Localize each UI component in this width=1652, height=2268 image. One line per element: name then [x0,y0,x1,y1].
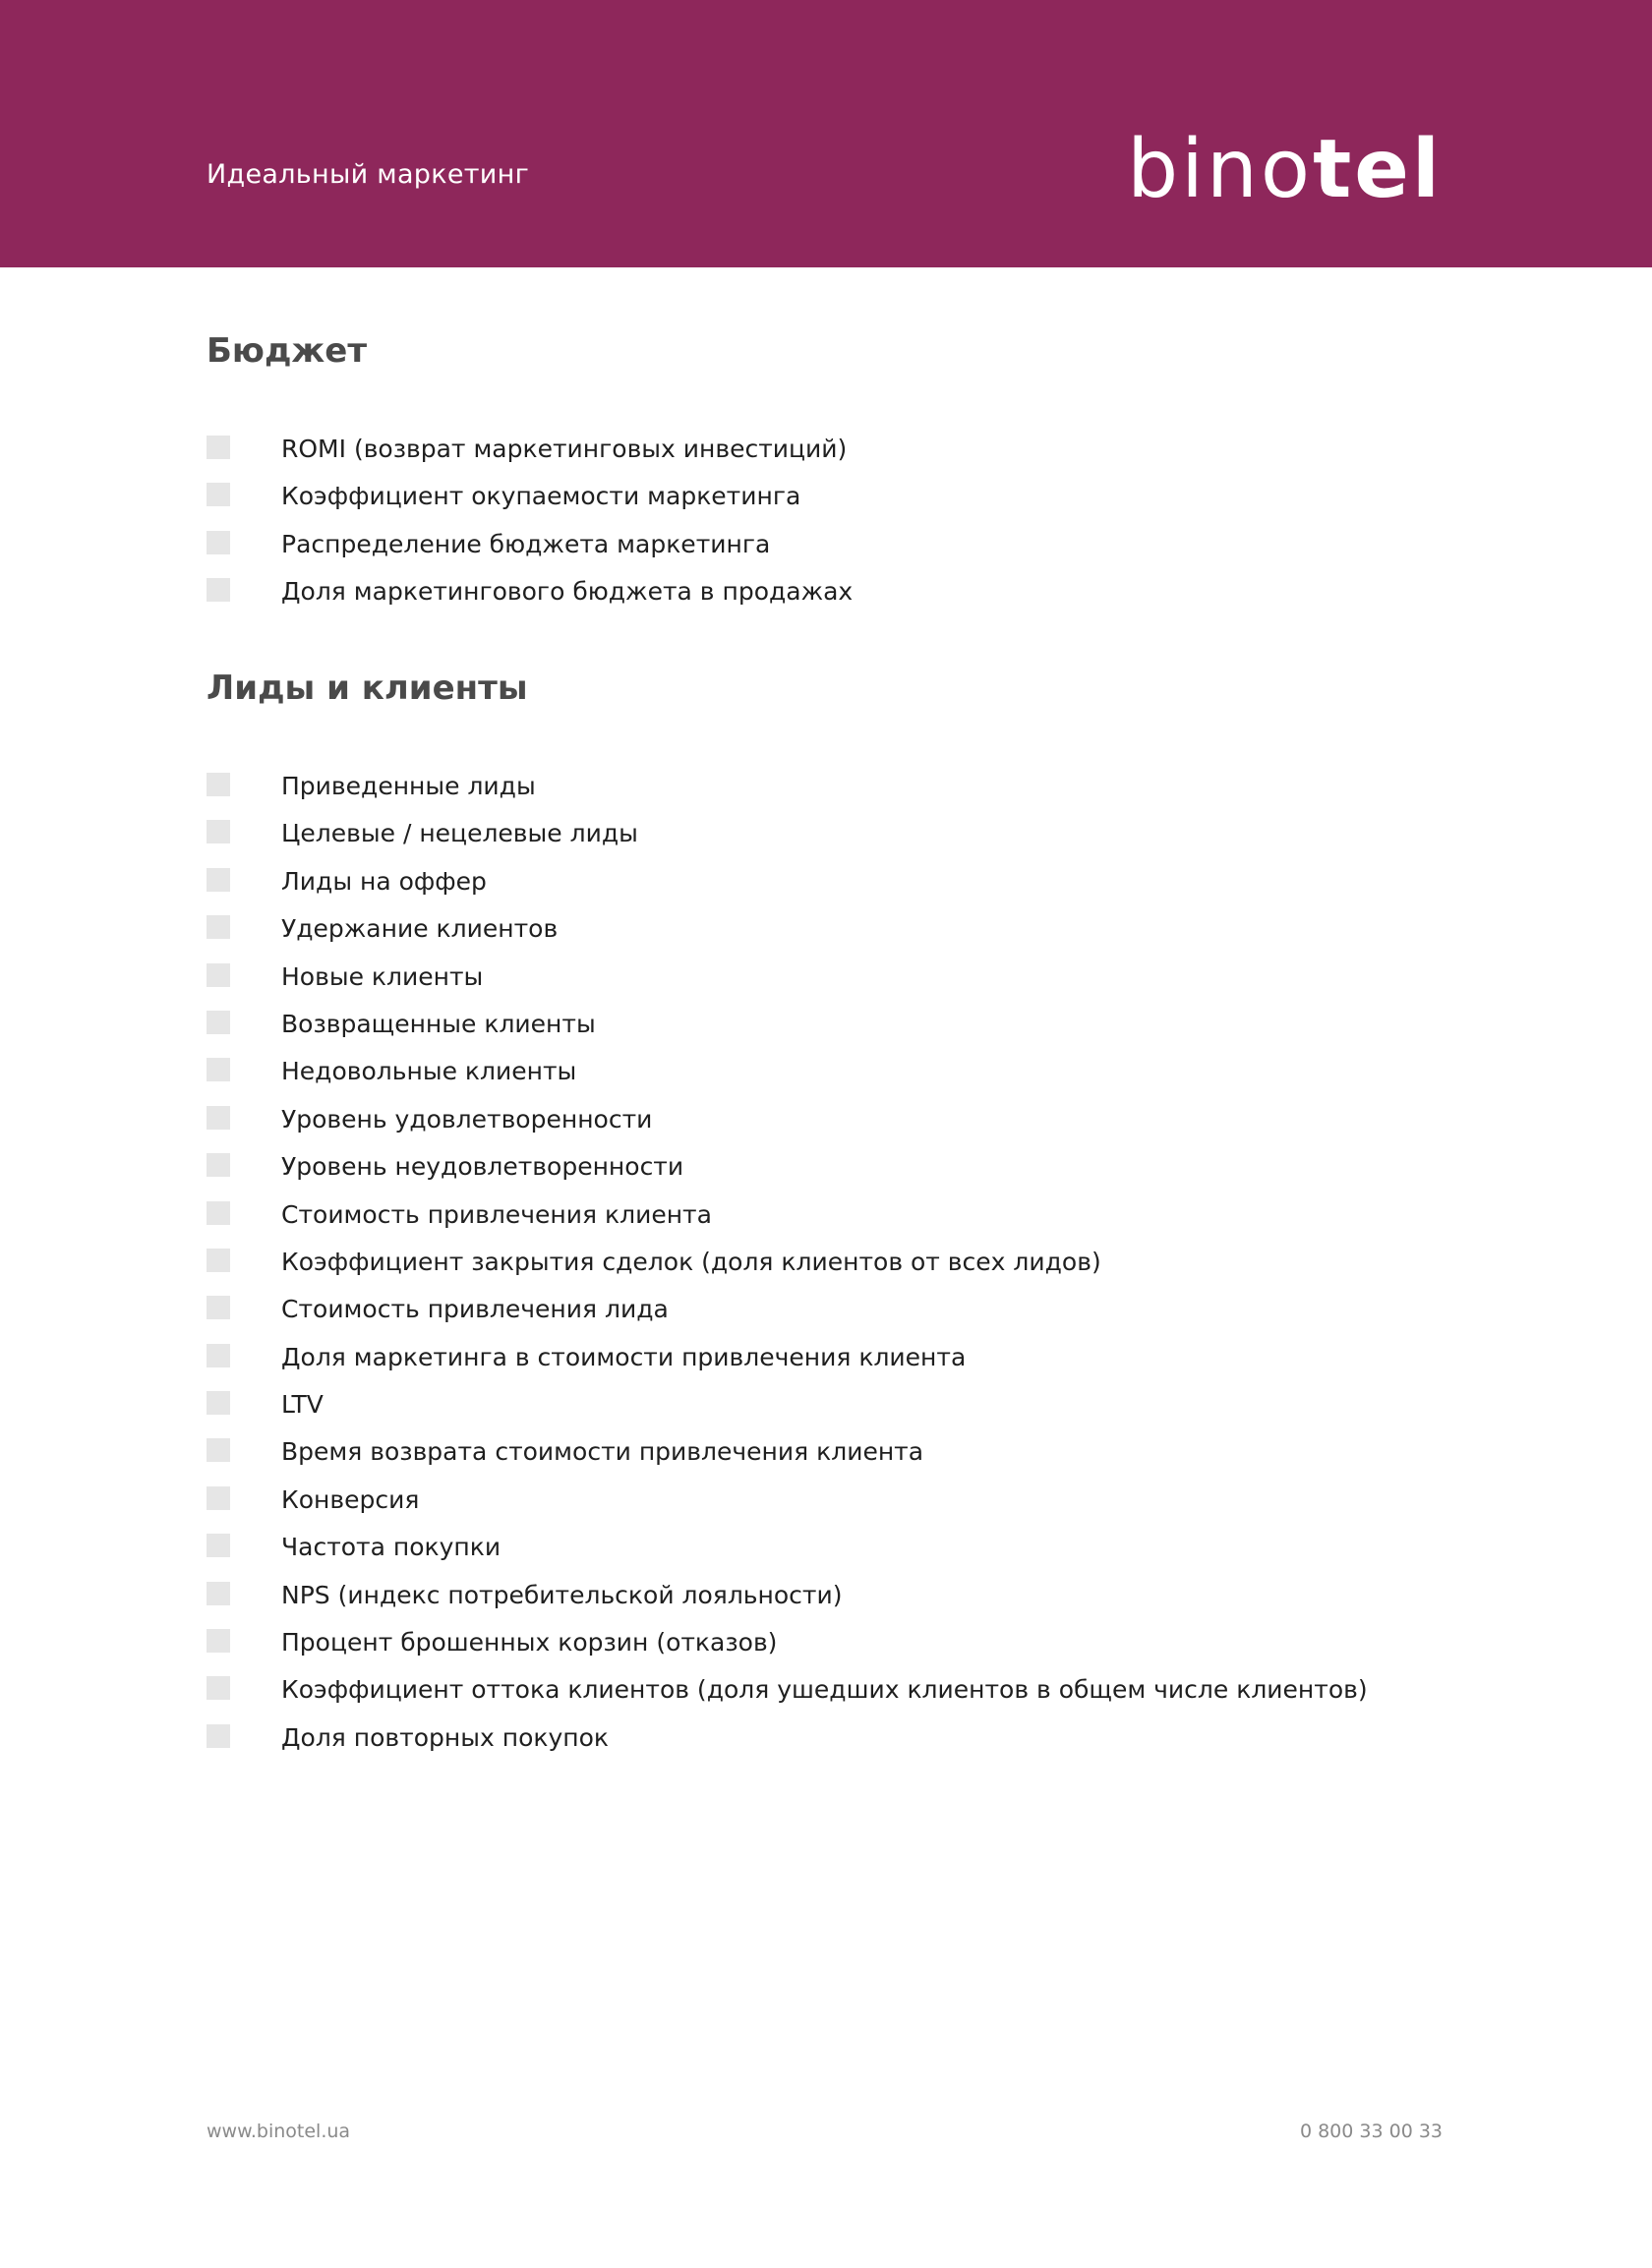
checklist [206,426,1446,616]
checklist-item [206,1619,1446,1666]
checklist-item [206,1286,1446,1333]
checklist-item-label: NPS (индекс потребительской лояльности) [281,1580,843,1609]
checklist-item-label: Удержание клиентов [281,914,559,944]
checklist-item-label: Процент брошенных корзин (отказов) [281,1628,778,1657]
checklist-item-label: Целевые / нецелевые лиды [281,819,638,848]
checklist-item [206,1096,1446,1143]
checklist-item [206,473,1446,520]
checkbox[interactable] [206,531,230,554]
checklist-item-label: Частота покупки [281,1533,502,1562]
checklist-item-label: Стоимость привлечения клиента [281,1199,712,1229]
checklist-item-label: Возвращенные клиенты [281,1009,596,1038]
footer-phone: 0 800 33 00 33 [1299,2121,1443,2142]
checkbox[interactable] [206,1249,230,1272]
section-title: Бюджет [206,331,368,371]
checkbox[interactable] [206,963,230,987]
checkbox[interactable] [206,1296,230,1319]
checklist-item-label: Конверсия [281,1484,420,1514]
checkbox[interactable] [206,1058,230,1081]
checklist-item [206,905,1446,953]
checkbox[interactable] [206,1344,230,1367]
logo-text-light: bino [1127,123,1314,216]
checklist-item [206,1334,1446,1381]
checkbox[interactable] [206,820,230,843]
checklist [206,763,1446,1762]
checkbox[interactable] [206,1201,230,1225]
checklist-item [206,568,1446,615]
checklist-item-label: Уровень неудовлетворенности [281,1152,684,1182]
checkbox[interactable] [206,1676,230,1700]
checkbox[interactable] [206,915,230,939]
checklist-item-label: Доля маркетинга в стоимости привлечения клиента [281,1342,967,1371]
checklist-item-label: Новые клиенты [281,961,484,991]
checklist-item [206,1239,1446,1286]
section-budget [206,329,1446,616]
checklist-item [206,1192,1446,1239]
checkbox[interactable] [206,868,230,892]
checkbox[interactable] [206,578,230,602]
checkbox[interactable] [206,483,230,506]
checklist-item-label: Коэффициент закрытия сделок (доля клиентов от всех лидов) [281,1247,1101,1276]
checklist-item-label: Доля маркетингового бюджета в продажах [281,577,854,607]
footer-website[interactable]: www.binotel.ua [206,2121,351,2142]
checklist-item-label: Распределение бюджета маркетинга [281,529,771,558]
document-title: Идеальный маркетинг [206,159,530,190]
checklist-item [206,1524,1446,1571]
checkbox[interactable] [206,1153,230,1177]
checklist-item-label: Стоимость привлечения лида [281,1295,669,1324]
checkbox[interactable] [206,1106,230,1130]
checklist-item [206,1428,1446,1476]
checklist-item [206,1001,1446,1048]
checklist-item-label: ROMI (возврат маркетинговых инвестиций) [281,435,848,463]
checklist-item-label: Коэффициент оттока клиентов (доля ушедших клиентов в общем числе клиентов) [281,1675,1368,1705]
checklist-item [206,954,1446,1001]
checklist-item [206,763,1446,810]
checkbox[interactable] [206,1582,230,1605]
section-title: Лиды и клиенты [206,669,528,708]
checkbox[interactable] [206,1391,230,1415]
checklist-item [206,810,1446,857]
checklist-item [206,1143,1446,1191]
logo-text-bold: tel [1313,123,1443,216]
checkbox[interactable] [206,773,230,796]
checklist-item [206,1381,1446,1428]
checklist-item-label: Уровень удовлетворенности [281,1104,653,1134]
checkbox[interactable] [206,1534,230,1557]
checklist-item [206,1666,1446,1714]
checklist-item [206,1572,1446,1619]
section-leads-clients [206,667,1446,1762]
checkbox[interactable] [206,1724,230,1748]
checkbox[interactable] [206,436,230,459]
checkbox[interactable] [206,1629,230,1653]
checklist-item-label: LTV [281,1390,324,1420]
checklist-item [206,1048,1446,1095]
checklist-item-label: Недовольные клиенты [281,1057,577,1086]
checkbox[interactable] [206,1011,230,1034]
checklist-item-label: Лиды на оффер [281,866,487,896]
checklist-item-label: Доля повторных покупок [281,1722,609,1752]
checklist-item-label: Приведенные лиды [281,772,536,800]
checkbox[interactable] [206,1486,230,1510]
checklist-item [206,1715,1446,1762]
header-banner [0,0,1652,267]
checklist-item-label: Время возврата стоимости привлечения клиента [281,1437,924,1467]
binotel-logo [1127,123,1443,216]
checklist-item [206,1477,1446,1524]
checklist-item-label: Коэффициент окупаемости маркетинга [281,482,801,511]
checklist-item [206,858,1446,905]
checkbox[interactable] [206,1438,230,1462]
checklist-item [206,521,1446,568]
checklist-item [206,426,1446,473]
